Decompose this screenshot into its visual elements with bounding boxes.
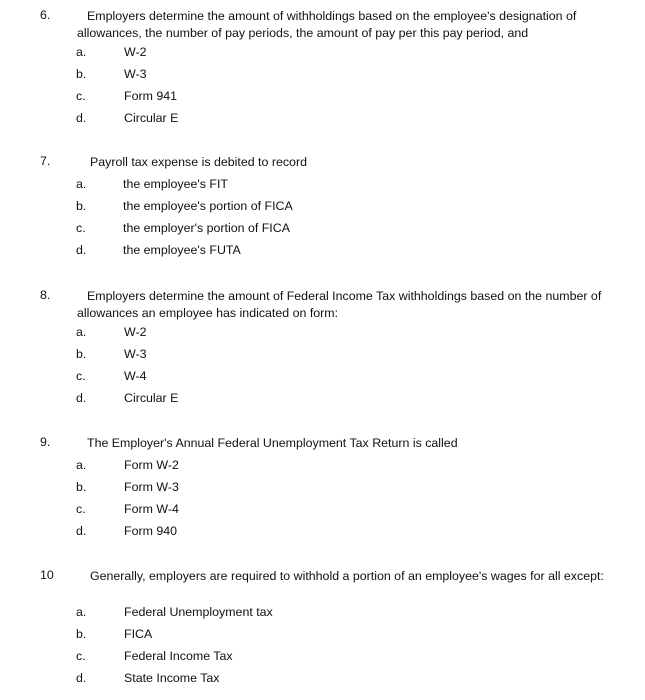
option-letter: d. xyxy=(76,111,87,125)
option-letter: c. xyxy=(76,502,86,516)
option-letter: c. xyxy=(76,369,86,383)
option-text: State Income Tax xyxy=(124,671,220,685)
question-stem: Employers determine the amount of withholdings based on the employee's designation of allowances, the number of pay periods, the amount of pay per this pay period, and xyxy=(77,9,577,40)
question-number: 10 xyxy=(40,568,54,582)
answer-option-d[interactable] xyxy=(0,524,645,540)
option-text: W-2 xyxy=(124,325,147,339)
answer-option-a[interactable] xyxy=(0,177,645,193)
option-text: W-3 xyxy=(124,67,147,81)
option-letter: c. xyxy=(76,221,86,235)
option-text: Form W-2 xyxy=(124,458,179,472)
option-text: Circular E xyxy=(124,391,179,405)
option-letter: a. xyxy=(76,177,87,191)
option-letter: b. xyxy=(76,480,87,494)
question-number: 6. xyxy=(40,8,51,22)
answer-option-a[interactable] xyxy=(0,458,645,474)
answer-option-a[interactable] xyxy=(0,605,645,621)
option-letter: d. xyxy=(76,671,87,685)
option-text: Federal Income Tax xyxy=(124,649,233,663)
option-text: FICA xyxy=(124,627,153,641)
answer-option-a[interactable] xyxy=(0,325,645,341)
answer-option-b[interactable] xyxy=(0,627,645,643)
option-letter: a. xyxy=(76,605,87,619)
option-letter: b. xyxy=(76,67,87,81)
option-letter: d. xyxy=(76,524,87,538)
option-text: Form W-3 xyxy=(124,480,179,494)
option-letter: b. xyxy=(76,347,87,361)
answer-option-d[interactable] xyxy=(0,391,645,407)
option-text: W-4 xyxy=(124,369,147,383)
answer-option-d[interactable] xyxy=(0,671,645,687)
option-text: the employee's FUTA xyxy=(123,243,241,257)
option-text: Form W-4 xyxy=(124,502,179,516)
answer-option-b[interactable] xyxy=(0,480,645,496)
answer-option-b[interactable] xyxy=(0,199,645,215)
answer-option-c[interactable] xyxy=(0,89,645,105)
option-text: Circular E xyxy=(124,111,179,125)
option-text: the employer's portion of FICA xyxy=(123,221,290,235)
option-text: W-3 xyxy=(124,347,147,361)
question-stem: The Employer's Annual Federal Unemployment Tax Return is called xyxy=(87,436,458,450)
option-letter: c. xyxy=(76,89,86,103)
option-letter: c. xyxy=(76,649,86,663)
option-text: Form 941 xyxy=(124,89,178,103)
answer-option-c[interactable] xyxy=(0,369,645,385)
answer-option-d[interactable] xyxy=(0,243,645,259)
answer-option-b[interactable] xyxy=(0,67,645,83)
option-text: W-2 xyxy=(124,45,147,59)
question-stem: Employers determine the amount of Federal Income Tax withholdings based on the number of allowances an employee has indicated on form: xyxy=(77,289,602,320)
option-letter: b. xyxy=(76,627,87,641)
option-text: the employee's FIT xyxy=(123,177,228,191)
answer-option-c[interactable] xyxy=(0,221,645,237)
question-number: 8. xyxy=(40,288,51,302)
answer-option-d[interactable] xyxy=(0,111,645,127)
option-text: Form 940 xyxy=(124,524,178,538)
question-stem: Generally, employers are required to withhold a portion of an employee's wages for all except: xyxy=(90,569,604,583)
option-letter: d. xyxy=(76,391,87,405)
question-number: 7. xyxy=(40,154,51,168)
option-letter: b. xyxy=(76,199,87,213)
option-letter: a. xyxy=(76,325,87,339)
answer-option-c[interactable] xyxy=(0,502,645,518)
answer-option-a[interactable] xyxy=(0,45,645,61)
option-letter: a. xyxy=(76,458,87,472)
option-letter: d. xyxy=(76,243,87,257)
option-letter: a. xyxy=(76,45,87,59)
option-text: the employee's portion of FICA xyxy=(123,199,293,213)
question-number: 9. xyxy=(40,435,51,449)
option-text: Federal Unemployment tax xyxy=(124,605,273,619)
answer-option-c[interactable] xyxy=(0,649,645,665)
answer-option-b[interactable] xyxy=(0,347,645,363)
question-stem: Payroll tax expense is debited to record xyxy=(90,155,307,169)
